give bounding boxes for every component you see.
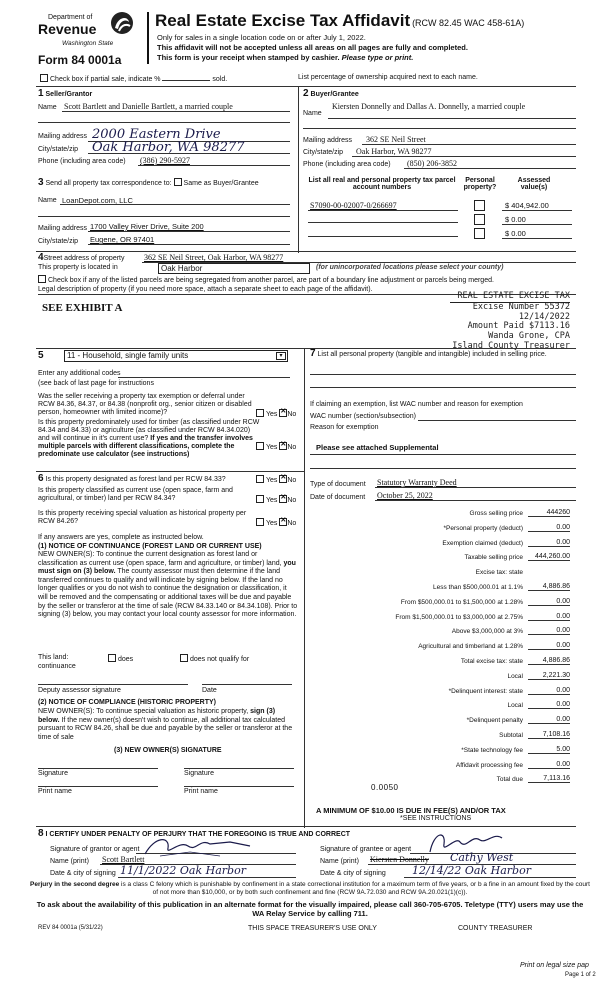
buyer-city-label: City/state/zip — [303, 149, 344, 156]
wac-input[interactable] — [418, 420, 576, 421]
tax-label-4: Excise tax: state — [475, 569, 523, 577]
tax-mail[interactable]: 1700 Valley River Drive, Suite 200 — [90, 222, 204, 231]
segregated-checkbox[interactable] — [38, 275, 46, 283]
tax-label-1: *Personal property (deduct) — [443, 524, 523, 532]
tax-value-1[interactable]: 0.00 — [528, 524, 570, 532]
tax-value-15[interactable]: 7,108.16 — [528, 731, 570, 739]
section6-q3-answers: Yes ✕ No — [256, 518, 296, 527]
tax-value-13[interactable]: 0.00 — [528, 701, 570, 709]
tax-label-12: *Delinquent interest: state — [448, 687, 523, 695]
tax-value-8[interactable]: 0.00 — [528, 627, 570, 635]
tax-value-10[interactable]: 4,886.86 — [528, 657, 570, 665]
certify-row: 8 I CERTIFY UNDER PENALTY OF PERJURY THAT THE FOREGOING IS TRUE AND CORRECT — [38, 828, 351, 839]
section5-num: 5 — [38, 350, 44, 361]
seller-mail-label: Mailing address — [38, 133, 88, 140]
legal-size-note: Print on legal size pap — [520, 962, 589, 969]
tax-label-6: From $500,000.01 to $1,500,000 at 1.28% — [400, 598, 523, 606]
seller-city-label: City/state/zip — [38, 146, 79, 153]
parcel-number-1[interactable]: S7090-00-02007-0/266697 — [310, 201, 397, 210]
forest-yes-checkbox[interactable] — [256, 475, 264, 483]
header-note-3: This form is your receipt when stamped by cashier. Please type or print. — [157, 53, 414, 62]
revision: REV 84 0001a (5/31/22) — [38, 925, 103, 931]
exhibit-text[interactable]: SEE EXHIBIT A — [42, 302, 123, 314]
grantor-sig-label: Signature of grantor or agent — [50, 846, 140, 853]
seller-name-label: Name — [38, 104, 57, 111]
personal-property-checkbox-2[interactable] — [474, 214, 485, 225]
tax-value-0[interactable]: 444260 — [528, 509, 570, 517]
current-use-no-checkbox[interactable] — [279, 495, 287, 503]
dor-revenue: Revenue — [38, 21, 97, 37]
street-address[interactable]: 362 SE Neil Street, Oak Harbor, WA 98277 — [144, 253, 284, 262]
buyer-mail-label: Mailing address — [303, 137, 353, 144]
tax-value-14[interactable]: 0.00 — [528, 716, 570, 724]
grantee-sig-label: Signature of grantee or agent — [320, 846, 412, 853]
this-land-label: This land: — [38, 654, 69, 661]
tax-value-6[interactable]: 0.00 — [528, 598, 570, 606]
header-note-1: Only for sales in a single location code on or after July 1, 2022. — [157, 33, 366, 42]
seller-name[interactable]: Scott Bartlett and Danielle Bartlett, a married couple — [64, 102, 233, 111]
partial-sale-checkbox[interactable] — [40, 74, 48, 82]
owner-print-1-label: Print name — [38, 788, 72, 795]
stamp-line-1: REAL ESTATE EXCISE TAX — [450, 292, 570, 303]
grantee-name[interactable]: Cathy West — [450, 851, 514, 864]
form-number: Form 84 0001a — [38, 53, 122, 67]
owner-print-2-label: Print name — [184, 788, 218, 795]
additional-codes-label: Enter any additional codes — [38, 370, 121, 377]
doc-date-label: Date of document — [310, 494, 366, 501]
located-label: This property is located in — [38, 264, 118, 271]
tax-name-label: Name — [38, 197, 57, 204]
supplemental-text[interactable]: Please see attached Supplemental — [316, 443, 439, 452]
excise-stamp — [450, 292, 570, 352]
q2-yes-checkbox[interactable] — [256, 442, 264, 450]
additional-codes-input[interactable] — [118, 377, 290, 378]
stamp-line-4: Amount Paid $7113.16 — [467, 321, 570, 332]
local-rate: 0.0050 — [371, 783, 399, 792]
parcel-col-header: List all real and personal property tax parcel account numbers — [308, 177, 456, 191]
see-back-label: (see back of last page for instructions — [38, 380, 154, 387]
land-use-select[interactable]: 11 - Household, single family units ▾ — [64, 350, 288, 362]
doc-type-label: Type of document — [310, 481, 366, 488]
owner-signature-2-label: Signature — [184, 770, 214, 777]
q1-no-checkbox[interactable] — [279, 409, 287, 417]
seller-mail[interactable]: 2000 Eastern Drive — [92, 127, 221, 142]
section5-q2-answers: Yes ✕ No — [256, 442, 296, 451]
assessed-value-2[interactable]: $ 0.00 — [505, 215, 526, 224]
buyer-heading: 2 Buyer/Grantee — [303, 88, 359, 99]
tax-mail-label: Mailing address — [38, 225, 88, 232]
seller-phone[interactable]: (386) 290-5927 — [140, 156, 190, 165]
tax-value-7[interactable]: 0.00 — [528, 613, 570, 621]
grantor-name-label: Name (print) — [50, 858, 89, 865]
does-not-checkbox[interactable] — [180, 654, 188, 662]
chevron-down-icon[interactable]: ▾ — [276, 352, 286, 360]
historic-yes-checkbox[interactable] — [256, 518, 264, 526]
buyer-city[interactable]: Oak Harbor, WA 98277 — [356, 147, 432, 156]
tax-label-14: *Delinquent penalty — [466, 717, 523, 725]
does-option: does — [108, 654, 133, 663]
tax-value-3[interactable]: 444,260.00 — [528, 553, 570, 561]
section5-q2: Is this property predominately used for timber (as classified under RCW 84.34 and 84.33) or agriculture (as classified under RCW 84.34.020) and will continue in it's current use? If yes and the transfer involves multiple parcels with different classifications, complete the predominate use calculator (see instructions) — [38, 419, 260, 458]
if-any-yes: If any answers are yes, complete as instructed below. — [38, 534, 204, 541]
tax-correspondence-heading: 3 Send all property tax correspondence to: Same as Buyer/Grantee — [38, 177, 259, 188]
tax-value-18[interactable]: 7,113.16 — [528, 775, 570, 783]
notice2-heading: (2) NOTICE OF COMPLIANCE (HISTORIC PROPERTY) — [38, 699, 216, 706]
current-use-yes-checkbox[interactable] — [256, 495, 264, 503]
assessed-value-1[interactable]: $ 404,942.00 — [505, 201, 549, 210]
see-instructions: *SEE INSTRUCTIONS — [400, 815, 472, 822]
grantor-name[interactable]: Scott Bartlett — [102, 855, 145, 864]
doc-type[interactable]: Statutory Warranty Deed — [377, 478, 457, 487]
form-title: Real Estate Excise Tax Affidavit — [155, 11, 411, 30]
tax-label-5: Less than $500,000.01 at 1.1% — [433, 584, 523, 591]
center-rule-top — [298, 86, 299, 253]
tax-label-7: From $1,500,000.01 to $3,000,000 at 2.75% — [395, 613, 523, 621]
dor-swirl-icon — [110, 10, 134, 38]
buyer-name[interactable]: Kiersten Donnelly and Dallas A. Donnelly, a married couple — [332, 102, 526, 111]
tax-name[interactable]: LoanDepot.com, LLC — [62, 196, 133, 205]
assessed-col-header: Assessed value(s) — [517, 177, 551, 191]
header-divider — [147, 12, 149, 64]
continuance-label: continuance — [38, 663, 76, 670]
located-select[interactable]: Oak Harbor — [158, 263, 310, 274]
section6-q3: Is this property receiving special valuation as historical property per RCW 84.26? — [38, 510, 247, 525]
doc-date[interactable]: October 25, 2022 — [377, 491, 433, 500]
tax-value-16[interactable]: 5.00 — [528, 746, 570, 754]
does-not-option: does not qualify for — [180, 654, 249, 663]
tax-label-16: *State technology fee — [461, 746, 523, 754]
tax-label-8: Above $3,000,000 at 3% — [451, 628, 523, 636]
tax-label-3: Taxable selling price — [464, 554, 523, 562]
section6-q2: Is this property classified as current use (open space, farm and agricultural, or timber) land per RCW 84.34? — [38, 487, 233, 502]
buyer-mail[interactable]: 362 SE Neil Street — [366, 135, 426, 144]
tax-label-15: Subtotal — [499, 732, 523, 739]
tax-label-17: Affidavit processing fee — [455, 761, 523, 769]
tax-label-10: Total excise tax: state — [460, 658, 523, 665]
tax-value-12[interactable]: 0.00 — [528, 687, 570, 695]
tax-city[interactable]: Eugene, OR 97401 — [90, 235, 155, 244]
form-title-row — [155, 11, 524, 31]
personal-property-checkbox-1[interactable] — [474, 200, 485, 211]
tax-city-label: City/state/zip — [38, 238, 79, 245]
stamp-line-6: Island County Treasurer — [452, 340, 570, 351]
historic-no-checkbox[interactable] — [279, 518, 287, 526]
assessed-value-3[interactable]: $ 0.00 — [505, 229, 526, 238]
seller-city[interactable]: Oak Harbor, WA 98277 — [92, 140, 245, 155]
availability-notice: To ask about the availability of this publication in an alternate format for the visually impaired, please call 360-705-6705. Teletype (TTY) users may use the WA Relay Service by calling 711. — [36, 900, 584, 918]
seller-heading: 1 Seller/Grantor — [38, 88, 93, 99]
grantor-signature-scribble[interactable] — [140, 834, 260, 860]
dor-state: Washington State — [62, 40, 114, 47]
deputy-signature-label: Deputy assessor signature — [38, 687, 121, 694]
section6-q1-answers: Yes ✕ No — [256, 475, 296, 484]
tax-value-2[interactable]: 0.00 — [528, 539, 570, 547]
notice1-body: NEW OWNER(S): To continue the current designation as forest land or classification as current use (open space, farm and agriculture, or timber) land, you must sign on (3) below. The county assessor must then determine if the land transferred continues to qualify and will indicate by signing below. If the land no longer qualifies or you do not wish to continue the designation or classification, it will be removed and the compensating or additional taxes will be due and payable by the seller or transferor at the time of sale (RCW 84.33.140 or 84.34.108). Prior to signing (3) below, you may contact your local county assessor for more information. — [38, 551, 298, 619]
buyer-phone-label: Phone (including area code) — [303, 161, 391, 168]
tax-value-5[interactable]: 4,886.86 — [528, 583, 570, 591]
tax-value-11[interactable]: 2,221.30 — [528, 672, 570, 680]
notice1-heading: (1) NOTICE OF CONTINUANCE (FOREST LAND OR CURRENT USE) — [38, 543, 262, 550]
new-owner-sig-heading: (3) NEW OWNER(S) SIGNATURE — [114, 747, 222, 754]
tax-value-9[interactable]: 0.00 — [528, 642, 570, 650]
grantee-date-city[interactable]: 12/14/22 Oak Harbor — [412, 864, 531, 877]
header-note-2: This affidavit will not be accepted unless all areas on all pages are fully and completed. — [157, 43, 468, 52]
tax-label-0: Gross selling price — [469, 510, 523, 517]
tax-label-9: Agricultural and timberland at 1.28% — [418, 643, 523, 651]
notice2-body: NEW OWNER(S): To continue special valuation as historic property, sign (3) below. If the new owner(s) doesn't wish to continue, all additional tax calculated pursuant to RCW 84.26, shall be due and payable by the seller or transferor at the time of sale — [38, 708, 293, 741]
forest-no-checkbox[interactable] — [279, 475, 287, 483]
stamp-line-3: 12/14/2022 — [518, 311, 570, 322]
tax-label-2: Exemption claimed (deduct) — [442, 539, 523, 547]
buyer-phone[interactable]: (850) 206-3852 — [407, 159, 457, 168]
grantor-date-label: Date & city of signing — [50, 870, 116, 877]
dor-dept-of: Department of — [48, 14, 93, 21]
unincorporated-note: (for unincorporated locations please select your county) — [316, 264, 504, 271]
treasurer-use: THIS SPACE TREASURER'S USE ONLY — [248, 925, 377, 932]
list-percentage-note: List percentage of ownership acquired next to each name. — [298, 74, 478, 81]
exemption-label: If claiming an exemption, list WAC number and reason for exemption — [310, 401, 523, 408]
q2-no-checkbox[interactable] — [279, 442, 287, 450]
wac-label: WAC number (section/subsection) — [310, 413, 416, 420]
tax-value-17[interactable]: 0.00 — [528, 761, 570, 769]
dor-logo — [38, 10, 138, 50]
grantee-name-struck: Kiersten Donnelly — [370, 855, 429, 864]
does-checkbox[interactable] — [108, 654, 116, 662]
legal-description-label: Legal description of property (if you need more space, attach a separate sheet to each page of the affidavit). — [38, 286, 373, 293]
page-number: Page 1 of 2 — [565, 972, 596, 978]
grantee-name-label: Name (print) — [320, 858, 359, 865]
tax-label-18: Total due — [496, 776, 523, 784]
segregated-row: Check box if any of the listed parcels are being segregated from another parcel, are part of a boundary line adjustment or parcels being merged. — [38, 275, 494, 284]
section6-q1: 6 Is this property designated as forest land per RCW 84.33? — [38, 473, 226, 484]
grantee-date-label: Date & city of signing — [320, 870, 386, 877]
stamp-line-2: Excise Number 55372 — [472, 301, 570, 312]
section6-q2-answers: Yes ✕ No — [256, 495, 296, 504]
partial-sale-row: Check box if partial sale, indicate % sold. — [40, 74, 227, 83]
deputy-date-label: Date — [202, 687, 217, 694]
parcel-number-2-line[interactable] — [308, 222, 458, 223]
q1-yes-checkbox[interactable] — [256, 409, 264, 417]
section5-q1-answers: Yes ✕ No — [256, 409, 296, 418]
form-rcw: (RCW 82.45 WAC 458-61A) — [412, 18, 525, 28]
stamp-line-5: Wanda Grone, CPA — [488, 331, 570, 342]
perjury-notice: Perjury in the second degree is a class C felony which is punishable by confinement in a state correctional institution for a maximum term of five years, or b a fine in an amount fixed by the court of not more than $10,000, or by both such confinement and fine (RCW 9A.72.030 and RCW 9A.20.021(1)(c)). — [30, 881, 590, 896]
same-as-buyer-checkbox[interactable] — [174, 178, 182, 186]
tax-label-13: Local — [507, 702, 523, 710]
buyer-name-label: Name — [303, 110, 322, 117]
top-rule — [36, 86, 576, 87]
minimum-due: A MINIMUM OF $10.00 IS DUE IN FEE(S) AND/OR TAX — [316, 806, 506, 815]
parcel-number-3-line[interactable] — [308, 236, 458, 237]
owner-signature-1-label: Signature — [38, 770, 68, 777]
grantor-date-city[interactable]: 11/1/2022 Oak Harbor — [120, 864, 246, 877]
personal-col-header: Personal property? — [463, 177, 497, 191]
section5-q1: Was the seller receiving a property tax exemption or deferral under RCW 84.36, 84.37, or 84.38 (nonprofit org., senior citizen or disabled person, homeowner with limited income)? — [38, 393, 252, 416]
seller-phone-label: Phone (including area code) — [38, 158, 126, 165]
section7-label: 7 List all personal property (tangible and intangible) included in selling price. — [310, 348, 547, 359]
personal-property-checkbox-3[interactable] — [474, 228, 485, 239]
county-treasurer: COUNTY TREASURER — [458, 925, 533, 932]
street-row: 4Street address of property — [38, 252, 125, 263]
tax-label-11: Local — [507, 672, 523, 680]
reason-label: Reason for exemption — [310, 424, 379, 431]
